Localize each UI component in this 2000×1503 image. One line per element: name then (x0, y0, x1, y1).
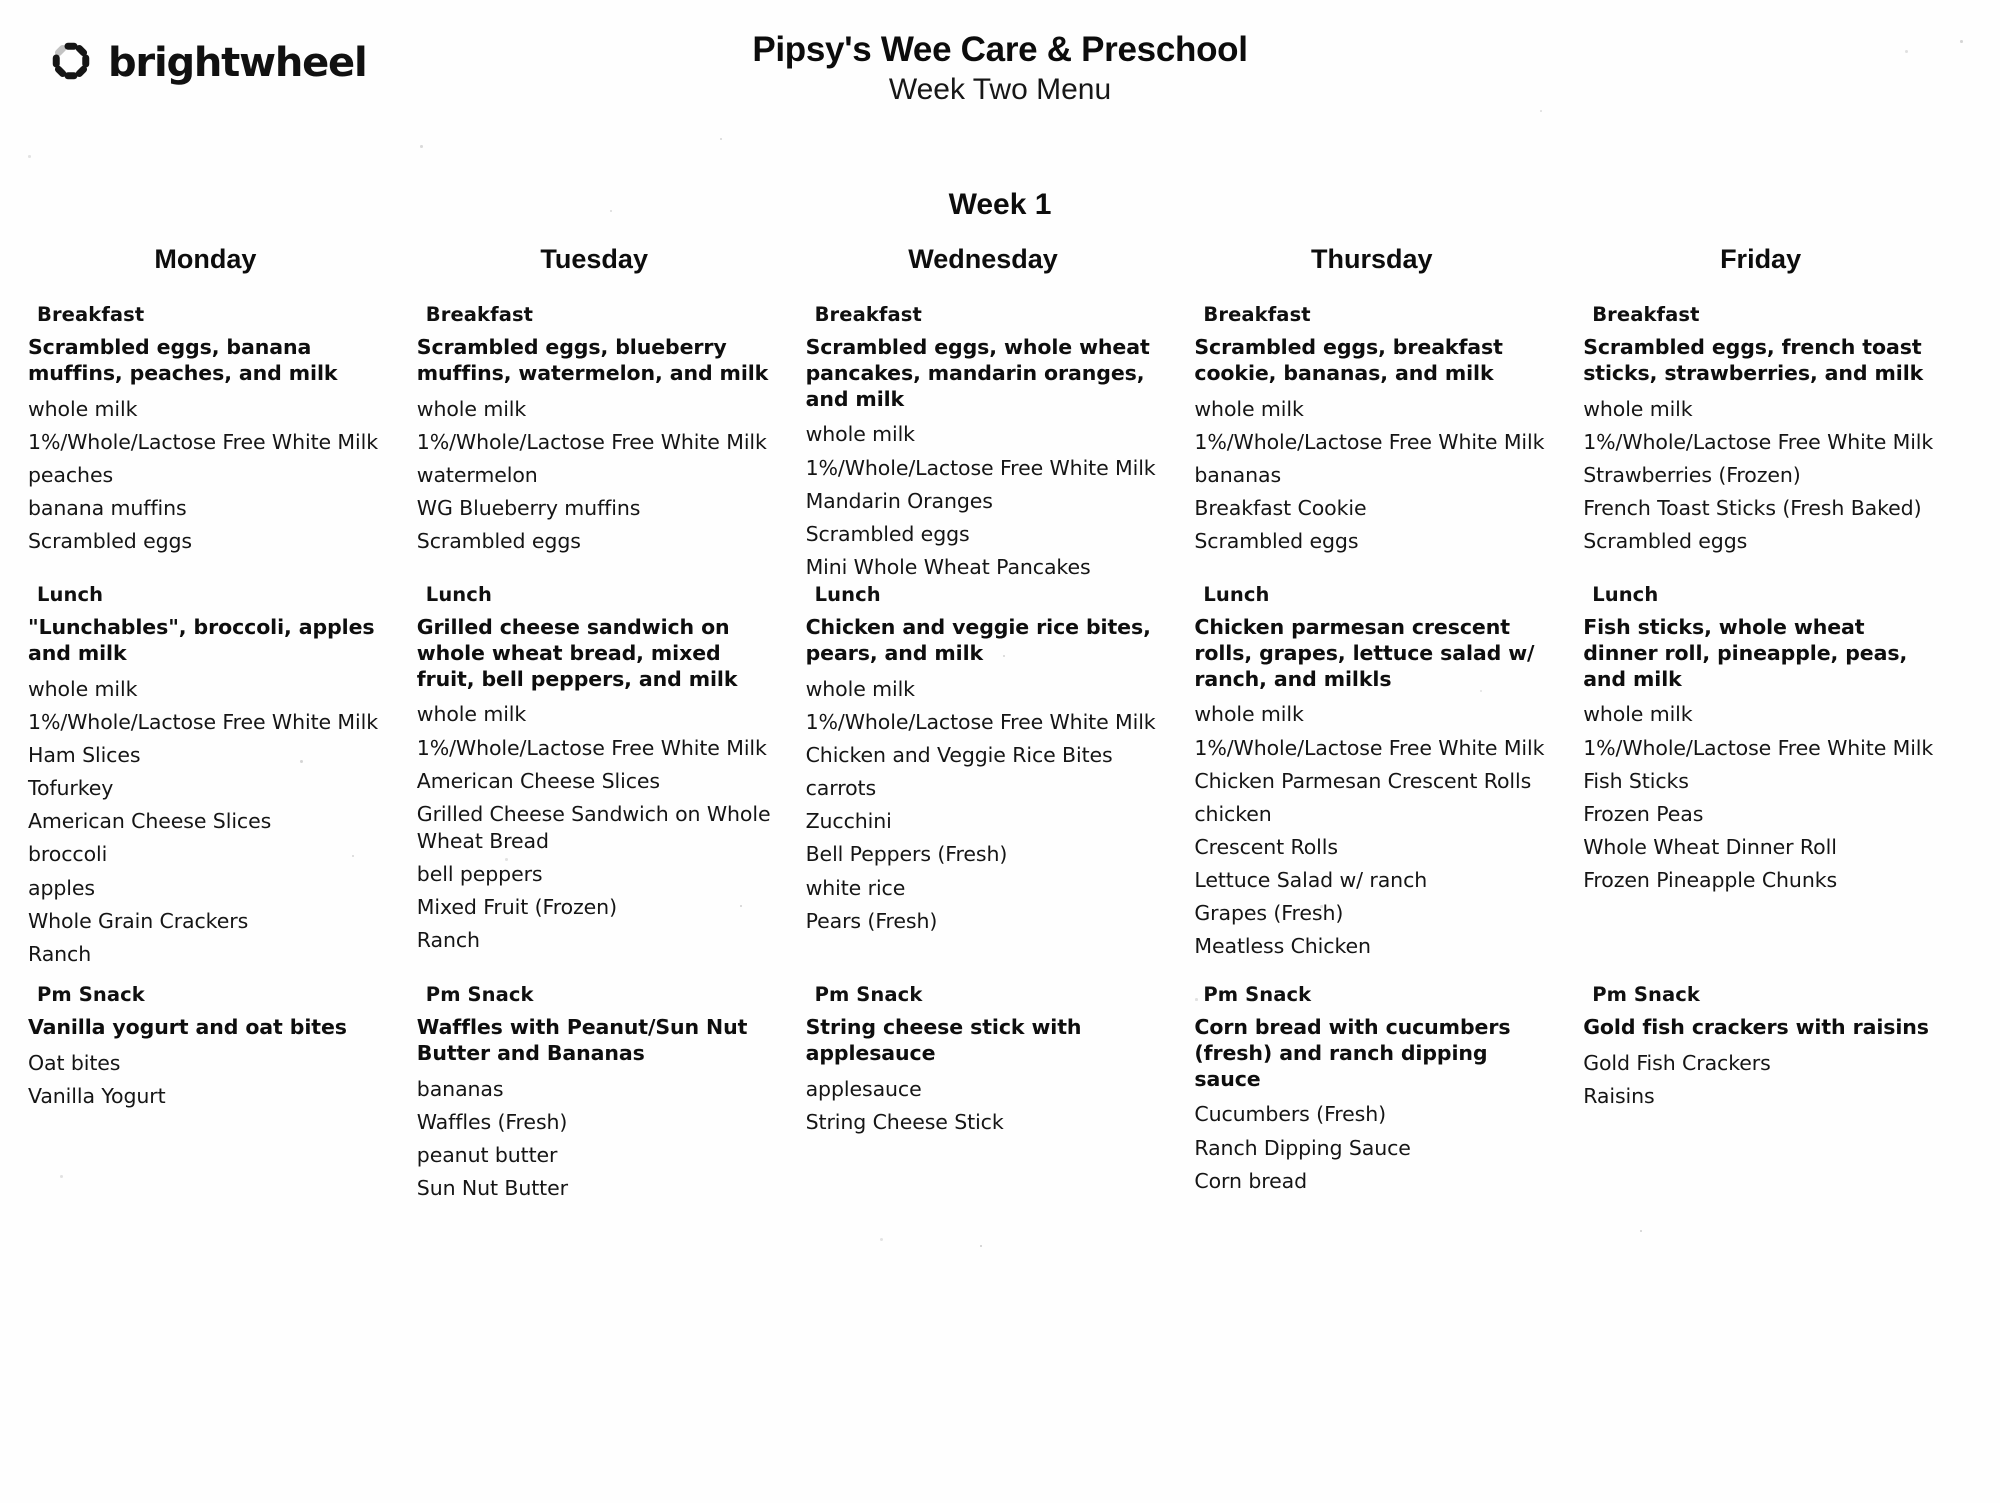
meal-item: whole milk (805, 676, 915, 701)
meal-item: 1%/Whole/Lactose Free White Milk (416, 429, 767, 454)
scan-speckle (980, 1245, 982, 1247)
meal-item: Scrambled eggs (1194, 529, 1359, 554)
meal-summary: Scrambled eggs, breakfast cookie, bananas, and milk (1194, 335, 1503, 385)
meal-item-list (806, 1076, 1161, 1136)
meal-item: Zucchini (805, 809, 892, 834)
meal-breakfast (417, 303, 772, 583)
day-column-thursday (1194, 244, 1583, 583)
meal-item: Ranch Dipping Sauce (1194, 1135, 1411, 1160)
meal-item: whole milk (28, 676, 138, 701)
meal-label: Breakfast (1592, 303, 1700, 326)
menu-grid-lunch (0, 583, 2000, 983)
meal-label: Lunch (814, 583, 881, 606)
meal-item-list (28, 396, 383, 555)
meal-item: 1%/Whole/Lactose Free White Milk (805, 709, 1156, 734)
meal-item: Ham Slices (28, 742, 141, 767)
day-column-friday (1583, 244, 1972, 583)
meal-label: Lunch (1592, 583, 1659, 606)
meal-summary: Fish sticks, whole wheat dinner roll, pineapple, peas, and milk (1583, 615, 1908, 691)
day-column-tuesday (417, 244, 806, 583)
meal-item-list (806, 676, 1161, 935)
scan-speckle (1640, 1230, 1642, 1232)
day-column-monday-snack (28, 983, 417, 1208)
meal-item-list (417, 1076, 772, 1202)
day-header: Thursday (1311, 244, 1433, 274)
meal-item: 1%/Whole/Lactose Free White Milk (1583, 735, 1934, 760)
menu-grid-breakfast (0, 244, 2000, 583)
meal-item: 1%/Whole/Lactose Free White Milk (1194, 735, 1545, 760)
meal-item: Fish Sticks (1583, 768, 1689, 793)
page-title: Pipsy's Wee Care & Preschool (752, 30, 1248, 69)
meal-summary: Scrambled eggs, whole wheat pancakes, mandarin oranges, and milk (805, 335, 1150, 411)
meal-item: Waffles (Fresh) (416, 1109, 568, 1134)
meal-item: Oat bites (28, 1050, 121, 1075)
meal-item: whole milk (28, 396, 138, 421)
meal-item: banana muffins (28, 496, 187, 521)
meal-item: American Cheese Slices (28, 809, 272, 834)
meal-breakfast (1194, 303, 1549, 583)
meal-summary: Gold fish crackers with raisins (1583, 1015, 1929, 1039)
meal-summary: Waffles with Peanut/Sun Nut Butter and Bananas (416, 1015, 748, 1065)
meal-label: Breakfast (814, 303, 922, 326)
scan-speckle (28, 155, 31, 158)
meal-item: Cucumbers (Fresh) (1194, 1102, 1387, 1127)
meal-item-list (417, 701, 772, 953)
meal-item: Frozen Peas (1583, 801, 1704, 826)
meal-lunch (417, 583, 772, 983)
meal-label: Breakfast (37, 303, 145, 326)
meal-item: whole milk (416, 702, 527, 727)
day-header: Tuesday (540, 244, 648, 274)
week-banner: Week 1 (948, 188, 1052, 221)
meal-item: chicken (1194, 801, 1272, 826)
meal-item: 1%/Whole/Lactose Free White Milk (416, 735, 767, 760)
meal-summary: String cheese stick with applesauce (805, 1015, 1082, 1065)
meal-item: Scrambled eggs (416, 529, 581, 554)
meal-item: Scrambled eggs (805, 521, 970, 546)
meal-item: whole milk (1194, 702, 1304, 727)
meal-item: whole milk (1583, 702, 1693, 727)
meal-summary: Grilled cheese sandwich on whole wheat bread, mixed fruit, bell peppers, and milk (416, 615, 738, 691)
meal-item-list (28, 1050, 383, 1110)
meal-label: Lunch (1203, 583, 1270, 606)
day-column-tuesday-snack (417, 983, 806, 1208)
meal-item: Lettuce Salad w/ ranch (1194, 868, 1428, 893)
meal-label: Pm Snack (1592, 983, 1700, 1006)
meal-item: whole milk (1194, 396, 1304, 421)
meal-item: applesauce (805, 1076, 922, 1101)
meal-label: Breakfast (425, 303, 534, 326)
day-column-tuesday-lunch (417, 583, 806, 983)
meal-item: Bell Peppers (Fresh) (805, 842, 1008, 867)
day-column-friday-lunch (1583, 583, 1972, 983)
meal-label: Breakfast (1203, 303, 1311, 326)
meal-item: bananas (416, 1076, 504, 1101)
meal-label: Lunch (37, 583, 104, 606)
meal-item: whole milk (1583, 396, 1693, 421)
meal-item: Strawberries (Frozen) (1583, 462, 1801, 487)
day-column-wednesday-snack (806, 983, 1195, 1208)
meal-item-list (417, 396, 772, 555)
day-column-friday-snack (1583, 983, 1972, 1208)
meal-item: Ranch (28, 941, 92, 966)
meal-summary: Corn bread with cucumbers (fresh) and ranch dipping sauce (1194, 1015, 1511, 1091)
meal-item: Raisins (1583, 1083, 1655, 1108)
meal-item: bananas (1194, 462, 1282, 487)
meal-item: Meatless Chicken (1194, 934, 1371, 959)
meal-item: Mandarin Oranges (805, 488, 993, 513)
meal-item-list (1194, 701, 1549, 960)
meal-item: Vanilla Yogurt (28, 1083, 166, 1108)
day-column-monday (28, 244, 417, 583)
meal-item: Crescent Rolls (1194, 835, 1338, 860)
meal-pm-snack (806, 983, 1161, 1183)
menu-grid-pm-snack (0, 983, 2000, 1208)
meal-breakfast (28, 303, 383, 583)
meal-pm-snack (417, 983, 772, 1202)
meal-summary: Scrambled eggs, french toast sticks, strawberries, and milk (1583, 335, 1924, 385)
meal-item: Frozen Pineapple Chunks (1583, 868, 1838, 893)
meal-summary: Chicken and veggie rice bites, pears, and milk (805, 615, 1151, 665)
meal-item: 1%/Whole/Lactose Free White Milk (28, 709, 378, 734)
meal-item: watermelon (416, 462, 538, 487)
meal-item: carrots (805, 776, 877, 801)
meal-item: Sun Nut Butter (416, 1176, 568, 1201)
meal-item: WG Blueberry muffins (416, 496, 641, 521)
brand-name: brightwheel (108, 39, 367, 86)
meal-item: French Toast Sticks (Fresh Baked) (1583, 496, 1922, 521)
meal-lunch (1583, 583, 1938, 983)
meal-item: Pears (Fresh) (805, 908, 938, 933)
meal-item: 1%/Whole/Lactose Free White Milk (1194, 429, 1545, 454)
day-header: Friday (1720, 244, 1802, 274)
meal-label: Pm Snack (37, 983, 145, 1006)
meal-item: Mini Whole Wheat Pancakes (805, 555, 1091, 580)
meal-summary: Scrambled eggs, blueberry muffins, watermelon, and milk (416, 335, 769, 385)
meal-summary: "Lunchables", broccoli, apples and milk (28, 615, 375, 665)
meal-pm-snack (1194, 983, 1549, 1194)
meal-summary: Vanilla yogurt and oat bites (28, 1015, 347, 1039)
day-column-wednesday (806, 244, 1195, 583)
meal-item: Whole Grain Crackers (28, 908, 249, 933)
meal-item-list (1583, 701, 1938, 893)
meal-item: Mixed Fruit (Frozen) (416, 894, 617, 919)
meal-lunch (1194, 583, 1549, 983)
meal-item-list (806, 421, 1161, 580)
meal-item: peaches (28, 462, 114, 487)
day-header: Monday (154, 244, 257, 274)
meal-item: Whole Wheat Dinner Roll (1583, 835, 1837, 860)
day-column-thursday-snack (1194, 983, 1583, 1208)
meal-item-list (1583, 396, 1938, 555)
page-subtitle: Week Two Menu (888, 73, 1112, 107)
meal-item: Corn bread (1194, 1168, 1308, 1193)
meal-item-list (1583, 1050, 1938, 1110)
meal-breakfast (806, 303, 1161, 583)
meal-item: String Cheese Stick (805, 1109, 1004, 1134)
day-column-thursday-lunch (1194, 583, 1583, 983)
meal-label: Pm Snack (814, 983, 923, 1006)
day-column-wednesday-lunch (806, 583, 1195, 983)
meal-item: whole milk (805, 422, 915, 447)
meal-label: Lunch (425, 583, 492, 606)
day-header: Wednesday (908, 244, 1058, 274)
meal-summary: Scrambled eggs, banana muffins, peaches, and milk (28, 335, 338, 385)
meal-item: Breakfast Cookie (1194, 496, 1367, 521)
meal-item-list (1194, 396, 1549, 555)
meal-label: Pm Snack (1203, 983, 1312, 1006)
meal-item: bell peppers (416, 861, 543, 886)
meal-item: apples (28, 875, 95, 900)
meal-item: Grapes (Fresh) (1194, 901, 1344, 926)
meal-item: whole milk (416, 396, 527, 421)
meal-item: Grilled Cheese Sandwich on Whole Wheat Bread (416, 801, 771, 853)
meal-item: American Cheese Slices (416, 768, 660, 793)
meal-pm-snack (28, 983, 383, 1183)
meal-item: Scrambled eggs (28, 529, 193, 554)
meal-breakfast (1583, 303, 1938, 583)
title-block (0, 30, 2000, 108)
meal-item: 1%/Whole/Lactose Free White Milk (28, 429, 378, 454)
scan-speckle (880, 1238, 883, 1241)
meal-item: Chicken and Veggie Rice Bites (805, 742, 1113, 767)
meal-item: peanut butter (416, 1142, 558, 1167)
meal-item-list (28, 676, 383, 968)
meal-item: 1%/Whole/Lactose Free White Milk (1583, 429, 1934, 454)
meal-item: Tofurkey (28, 776, 114, 801)
meal-lunch (806, 583, 1161, 983)
meal-item: white rice (805, 875, 906, 900)
meal-pm-snack (1583, 983, 1938, 1183)
meal-summary: Chicken parmesan crescent rolls, grapes, lettuce salad w/ ranch, and milkls (1194, 615, 1535, 691)
meal-item: Ranch (416, 927, 480, 952)
meal-item-list (1194, 1101, 1549, 1194)
document-header (0, 0, 2000, 140)
meal-item: Gold Fish Crackers (1583, 1050, 1771, 1075)
scan-speckle (420, 145, 423, 148)
meal-item: Scrambled eggs (1583, 529, 1748, 554)
day-column-monday-lunch (28, 583, 417, 983)
meal-item: 1%/Whole/Lactose Free White Milk (805, 455, 1156, 480)
meal-item: broccoli (28, 842, 108, 867)
meal-lunch (28, 583, 383, 983)
meal-label: Pm Snack (425, 983, 534, 1006)
meal-item: Chicken Parmesan Crescent Rolls (1194, 768, 1532, 793)
